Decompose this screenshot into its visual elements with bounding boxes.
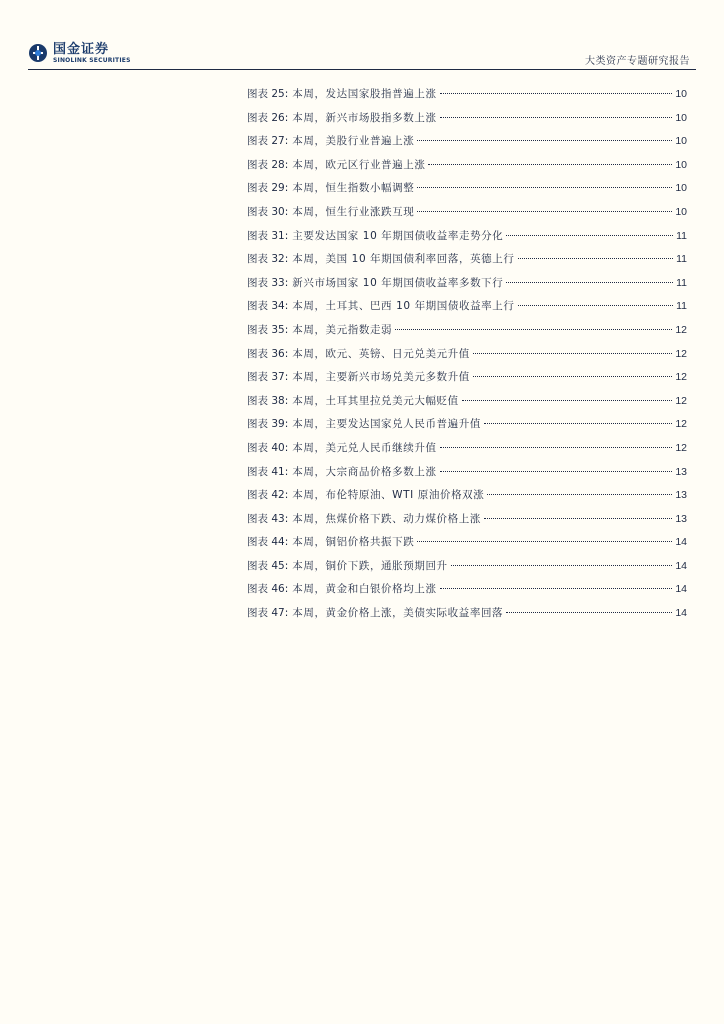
toc-entry-title: 本周，发达国家股指普遍上涨 [292,88,437,100]
toc-entry-page: 10 [675,158,687,171]
toc-entry[interactable] [247,605,687,629]
toc-entry-label: 图表 37: [247,371,289,384]
toc-entry-label: 图表 39: [247,418,289,431]
toc-entry[interactable] [247,228,687,252]
toc-entry[interactable] [247,110,687,134]
toc-entry-label: 图表 38: [247,394,289,407]
toc-dot-leader [440,471,673,472]
toc-entry-page: 11 [676,300,687,313]
toc-entry-label: 图表 45: [247,559,289,572]
toc-entry-page: 10 [675,135,687,148]
toc-entry-title: 新兴市场国家 10 年期国债收益率多数下行 [292,276,504,289]
toc-entry[interactable] [247,416,687,440]
toc-entry-label: 图表 36: [247,347,289,360]
toc-dot-leader [462,400,673,401]
toc-entry[interactable] [247,133,687,157]
toc-entry-page: 12 [675,441,687,454]
toc-entry-label: 图表 47: [247,607,289,620]
toc-dot-leader [484,518,672,519]
toc-entry-title: 本周，黄金价格上涨，美债实际收益率回落 [292,607,504,620]
toc-dot-leader [440,588,673,589]
toc-entry-title: 本周，铜价下跌，通胀预期回升 [292,559,448,572]
toc-entry[interactable] [247,322,687,346]
report-type: 大类资产专题研究报告 [585,56,690,67]
toc-entry-page: 10 [675,182,687,195]
toc-entry-page: 12 [675,347,687,360]
toc-dot-leader [417,140,672,141]
brand-logo [28,38,131,68]
toc-entry-title: 本周，欧元区行业普遍上涨 [292,158,426,171]
toc-entry[interactable] [247,180,687,204]
toc-entry-label: 图表 25: [247,88,289,100]
toc-entry-label: 图表 42: [247,489,289,502]
toc-entry-label: 图表 46: [247,583,289,596]
toc-dot-leader [417,541,672,542]
toc-entry-page: 13 [675,512,687,525]
toc-entry-title: 本周，新兴市场股指多数上涨 [292,111,437,124]
toc-entry-page: 11 [676,276,687,289]
toc-dot-leader [440,447,673,448]
toc-entry-title: 本周，大宗商品价格多数上涨 [292,465,437,478]
toc-entry-label: 图表 31: [247,229,289,242]
toc-entry[interactable] [247,346,687,370]
header-divider [28,69,696,70]
toc-dot-leader [440,117,673,118]
toc-entry-page: 12 [675,418,687,431]
toc-entry[interactable] [247,251,687,275]
toc-entry-title: 本周，铜铝价格共振下跌 [292,536,415,549]
toc-entry-label: 图表 44: [247,536,289,549]
toc-entry-title: 本周，美元指数走弱 [292,323,393,336]
figure-index-list [247,86,687,629]
toc-entry-label: 图表 40: [247,441,289,454]
toc-entry-label: 图表 27: [247,135,289,148]
toc-dot-leader [440,93,673,94]
sinolink-logo-icon [28,43,48,63]
toc-dot-leader [506,282,673,283]
brand-name-cn: 国金证券 [53,41,110,57]
toc-entry-label: 图表 32: [247,253,289,266]
toc-entry[interactable] [247,298,687,322]
toc-entry-label: 图表 43: [247,512,289,525]
toc-entry[interactable] [247,534,687,558]
toc-entry[interactable] [247,86,687,110]
toc-entry-page: 12 [675,371,687,384]
toc-dot-leader [518,258,674,259]
brand-name-en: SINOLINK SECURITIES [53,56,131,64]
toc-dot-leader [473,376,672,377]
toc-entry[interactable] [247,581,687,605]
toc-dot-leader [518,305,674,306]
toc-dot-leader [451,565,673,566]
toc-dot-leader [417,211,672,212]
toc-dot-leader [506,235,673,236]
toc-dot-leader [428,164,672,165]
toc-dot-leader [484,423,672,424]
toc-entry-page: 11 [676,253,687,266]
toc-entry-page: 12 [675,394,687,407]
toc-entry[interactable] [247,204,687,228]
toc-entry-title: 本周，布伦特原油、WTI 原油价格双涨 [292,489,485,502]
toc-dot-leader [506,612,672,613]
toc-entry-title: 本周，美国 10 年期国债利率回落，英德上行 [292,253,515,266]
toc-dot-leader [473,353,672,354]
toc-entry-title: 本周，欧元、英镑、日元兑美元升值 [292,347,470,360]
toc-entry-page: 14 [675,559,687,572]
toc-entry-title: 本周，黄金和白银价格均上涨 [292,583,437,596]
toc-entry[interactable] [247,511,687,535]
toc-entry-title: 本周，主要新兴市场兑美元多数升值 [292,371,470,384]
toc-entry-label: 图表 34: [247,300,289,313]
toc-entry-label: 图表 33: [247,276,289,289]
toc-entry-page: 14 [675,536,687,549]
toc-entry-title: 主要发达国家 10 年期国债收益率走势分化 [292,229,504,242]
page-header [28,38,696,72]
toc-entry-title: 本周，主要发达国家兑人民币普遍升值 [292,418,481,431]
toc-entry-label: 图表 26: [247,111,289,124]
toc-entry-title: 本周，恒生行业涨跌互现 [292,205,415,218]
toc-entry-page: 12 [675,323,687,336]
toc-entry-page: 11 [676,229,687,242]
toc-entry-label: 图表 41: [247,465,289,478]
toc-entry-title: 本周，焦煤价格下跌、动力煤价格上涨 [292,512,481,525]
toc-entry[interactable] [247,440,687,464]
toc-entry-label: 图表 30: [247,205,289,218]
toc-entry-page: 10 [675,205,687,218]
toc-entry-page: 13 [675,489,687,502]
toc-dot-leader [487,494,672,495]
toc-entry-page: 14 [675,607,687,620]
toc-entry-title: 本周，美股行业普遍上涨 [292,135,415,148]
toc-entry-title: 本周，土耳其、巴西 10 年期国债收益率上行 [292,300,515,313]
brand-name [53,43,131,64]
toc-entry[interactable] [247,487,687,511]
toc-entry[interactable] [247,393,687,417]
toc-entry-label: 图表 35: [247,323,289,336]
toc-entry[interactable] [247,464,687,488]
toc-entry-page: 10 [675,88,687,100]
toc-entry-page: 10 [675,111,687,124]
toc-entry-label: 图表 29: [247,182,289,195]
toc-dot-leader [395,329,672,330]
toc-entry[interactable] [247,275,687,299]
toc-dot-leader [417,187,672,188]
toc-entry-label: 图表 28: [247,158,289,171]
toc-entry-page: 14 [675,583,687,596]
toc-entry[interactable] [247,558,687,582]
toc-entry-page: 13 [675,465,687,478]
toc-entry[interactable] [247,369,687,393]
toc-entry[interactable] [247,157,687,181]
toc-entry-title: 本周，土耳其里拉兑美元大幅贬值 [292,394,459,407]
toc-entry-title: 本周，美元兑人民币继续升值 [292,441,437,454]
toc-entry-title: 本周，恒生指数小幅调整 [292,182,415,195]
